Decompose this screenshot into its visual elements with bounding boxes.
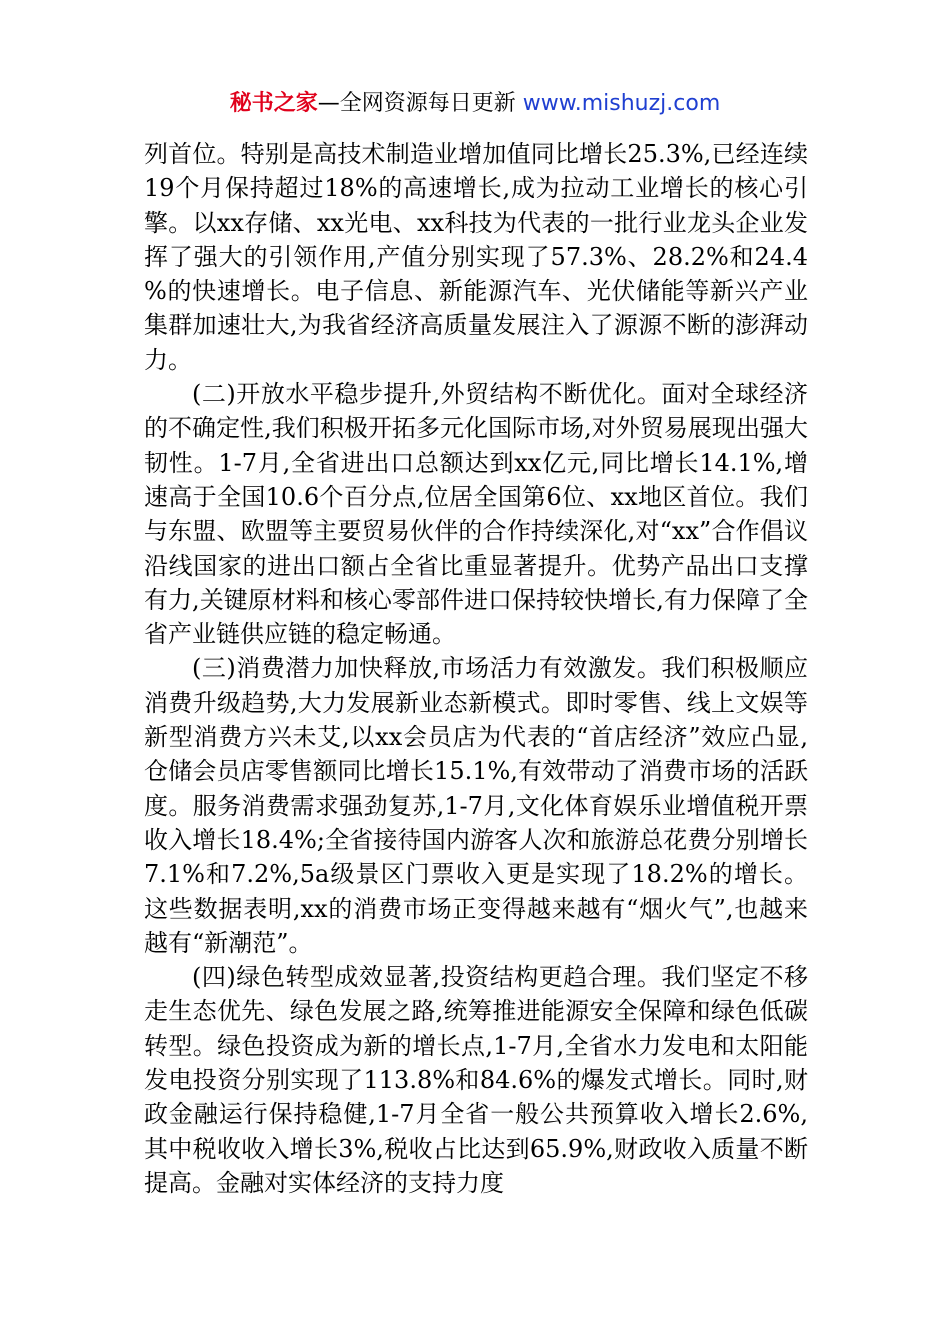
paragraph-section-4: (四)绿色转型成效显著,投资结构更趋合理。我们坚定不移走生态优先、绿色发展之路,统筹推进能源安全保障和绿色低碳转型。绿色投资成为新的增长点,1-7月,全省水力发电和太阳能发电投资分别实现了113.8%和84.6%的爆发式增长。同时,财政金融运行保持稳健,1-7月全省一般公共预算收入增长2.6%,其中税收收入增长3%,税收占比达到65.9%,财政收入质量不断提高。金融对实体经济的支持力度 xyxy=(144,963,808,1197)
brand-name: 秘书之家 xyxy=(229,91,318,116)
paragraph-continued: 列首位。特别是高技术制造业增加值同比增长25.3%,已经连续19个月保持超过18%的高速增长,成为拉动工业增长的核心引擎。以xx存储、xx光电、xx科技为代表的一批行业龙头企业发挥了强大的引领作用,产值分别实现了57.3%、28.2%和24.4%的快速增长。电子信息、新能源汽车、光伏储能等新兴产业集群加速壮大,为我省经济高质量发展注入了源源不断的澎湃动力。 xyxy=(144,140,808,374)
page-header xyxy=(0,88,950,120)
paragraph-section-3: (三)消费潜力加快释放,市场活力有效激发。我们积极顺应消费升级趋势,大力发展新业态新模式。即时零售、线上文娱等新型消费方兴未艾,以xx会员店为代表的“首店经济”效应凸显,仓储会员店零售额同比增长15.1%,有效带动了消费市场的活跃度。服务消费需求强劲复苏,1-7月,文化体育娱乐业增值税开票收入增长18.4%;全省接待国内游客人次和旅游总花费分别增长7.1%和7.2%,5a级景区门票收入更是实现了18.2%的增长。这些数据表明,xx的消费市场正变得越来越有“烟火气”,也越来越有“新潮范”。 xyxy=(144,654,808,957)
paragraph-section-2: (二)开放水平稳步提升,外贸结构不断优化。面对全球经济的不确定性,我们积极开拓多元化国际市场,对外贸易展现出强大韧性。1-7月,全省进出口总额达到xx亿元,同比增长14.1%,增速高于全国10.6个百分点,位居全国第6位、xx地区首位。我们与东盟、欧盟等主要贸易伙伴的合作持续深化,对“xx”合作倡议沿线国家的进出口额占全省比重显著提升。优势产品出口支撑有力,关键原材料和核心零部件进口保持较快增长,有力保障了全省产业链供应链的稳定畅通。 xyxy=(144,380,808,649)
site-url-link[interactable]: www.mishuzj.com xyxy=(515,91,721,116)
header-slogan: —全网资源每日更新 xyxy=(317,91,516,116)
document-body xyxy=(144,137,808,1200)
